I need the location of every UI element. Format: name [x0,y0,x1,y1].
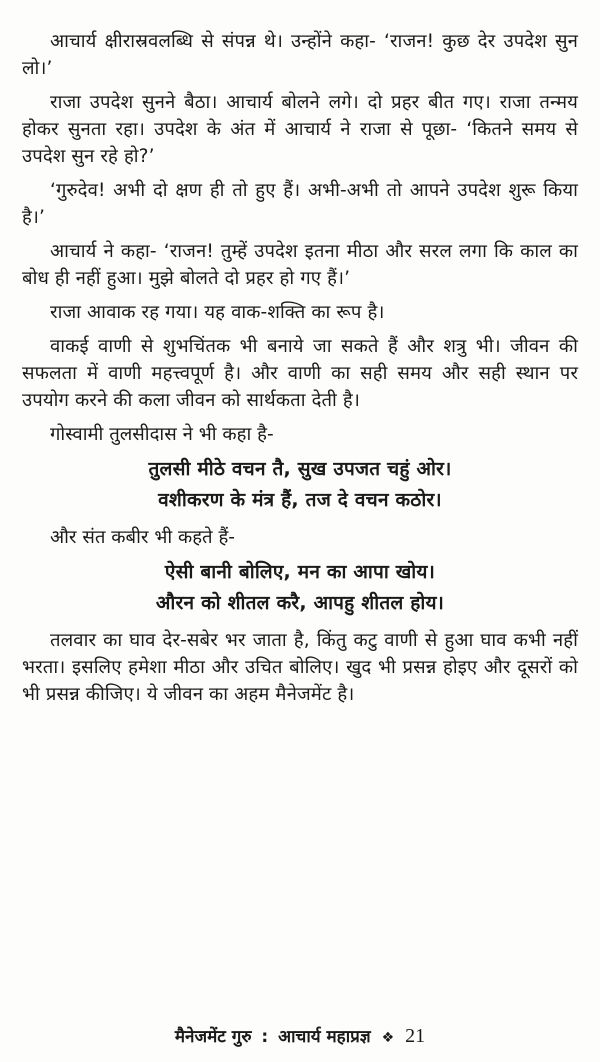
kabir-couplet-line-2: औरन को शीतल करै, आपहु शीतल होय। [155,592,445,614]
footer-separator: : [261,1027,269,1047]
page-body [22,28,578,715]
paragraph-1: आचार्य क्षीरास्रवलब्धि से संपन्न थे। उन्होंने कहा- ‘राजन! कुछ देर उपदेश सुन लो।’ [22,31,578,79]
page-footer [0,1024,600,1048]
tulsi-intro: गोस्वामी तुलसीदास ने भी कहा है- [50,424,274,445]
closing-paragraph: तलवार का घाव देर-सबेर भर जाता है, किंतु कटु वाणी से हुआ घाव कभी नहीं भरता। इसलिए हमेशा मीठा और उचित बोलिए। खुद भी प्रसन्न होइए और दूसरों को भी प्रसन्न कीजिए। ये जीवन का अहम मैनेजमेंट है। [22,630,578,705]
paragraph-3: ‘गुरुदेव! अभी दो क्षण ही तो हुए हैं। अभी-अभी तो आपने उपदेश शुरू किया है।’ [22,180,578,228]
paragraph-6: वाकई वाणी से शुभचिंतक भी बनाये जा सकते हैं और शत्रु भी। जीवन की सफलता में वाणी महत्त्वपूर्ण है। और वाणी का सही समय और सही स्थान पर उपयोग करने की कला जीवन को सार्थकता देती है। [22,336,578,411]
tulsi-couplet-line-2: वशीकरण के मंत्र हैं, तज दे वचन कठोर। [158,489,442,511]
tulsi-couplet [22,454,578,516]
paragraph-2: राजा उपदेश सुनने बैठा। आचार्य बोलने लगे। दो प्रहर बीत गए। राजा तन्मय होकर सुनता रहा। उपदेश के अंत में आचार्य ने राजा से पूछा- ‘कितने समय से उपदेश सुन रहे हो?’ [22,92,578,167]
footer-book-title: मैनेजमेंट गुरु [174,1027,252,1047]
tulsi-couplet-line-1: तुलसी मीठे वचन तै, सुख उपजत चहुं ओर। [148,458,452,480]
footer-ornament-icon: ❖ [381,1030,395,1046]
kabir-couplet-line-1: ऐसी बानी बोलिए, मन का आपा खोय। [164,561,436,583]
paragraph-4: आचार्य ने कहा- ‘राजन! तुम्हें उपदेश इतना मीठा और सरल लगा कि काल का बोध ही नहीं हुआ। मुझे बोलते दो प्रहर हो गए हैं।’ [22,241,578,289]
paragraph-5: राजा आवाक रह गया। यह वाक-शक्ति का रूप है। [50,302,385,323]
kabir-intro: और संत कबीर भी कहते हैं- [50,527,235,548]
footer-author: आचार्य महाप्रज्ञ [278,1027,371,1047]
page-number: 21 [405,1025,426,1047]
kabir-couplet [22,557,578,619]
